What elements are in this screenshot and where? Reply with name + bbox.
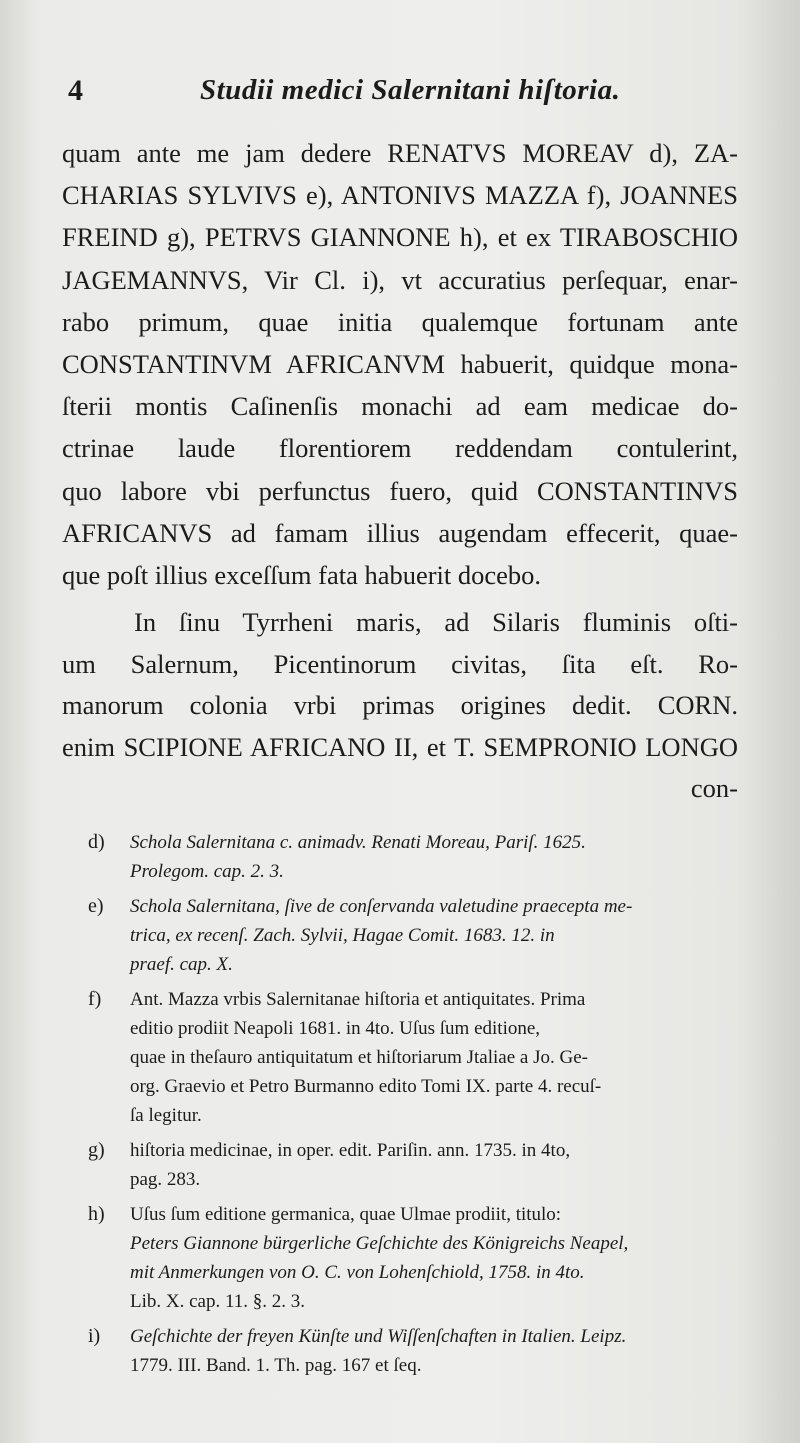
footnote-mark: h) [88, 1203, 105, 1225]
paragraph-1 [62, 132, 738, 596]
text-line: enim SCIPIONE AFRICANO II, et T. SEMPRONIO LONGO [62, 731, 738, 762]
footnote-mark: g) [88, 1139, 105, 1161]
footnote-line: Uſus ſum editione germanica, quae Ulmae prodiit, titulo: [130, 1204, 562, 1225]
text-line: ctrinae laude florentiorem reddendam contulerint, [62, 433, 738, 464]
text-line: FREIND g), PETRVS GIANNONE h), et ex TIRABOSCHIO [62, 222, 738, 253]
footnote-line: 1779. III. Band. 1. Th. pag. 167 et ſeq. [130, 1355, 422, 1376]
footnote-line: praef. cap. X. [130, 954, 233, 975]
footnote-line: Schola Salernitana c. animadv. Renati Moreau, Pariſ. 1625. [130, 832, 586, 853]
footnote-line: quae in theſauro antiquitatum et hiſtoriarum Jtaliae a Jo. Ge- [130, 1047, 588, 1068]
text-line: ſterii montis Caſinenſis monachi ad eam medicae do- [62, 391, 738, 422]
text-line: que poſt illius exceſſum fata habuerit docebo. [62, 560, 542, 591]
footnote-mark: d) [88, 831, 105, 853]
footnote-line: pag. 283. [130, 1169, 201, 1190]
footnote-d [88, 828, 743, 886]
text-line: AFRICANVS ad famam illius augendam effecerit, quae- [62, 517, 738, 548]
footnote-e [88, 892, 743, 979]
paragraph-2 [62, 602, 738, 810]
footnote-line: hiſtoria medicinae, in oper. edit. Pariſin. ann. 1735. in 4to, [130, 1140, 571, 1161]
text-line: JAGEMANNVS, Vir Cl. i), vt accuratius perſequar, enar- [62, 264, 738, 295]
footnote-mark: i) [88, 1325, 101, 1347]
text-line: CONSTANTINVM AFRICANVM habuerit, quidque mona- [62, 349, 738, 380]
footnote-h [88, 1200, 743, 1316]
text-line: quo labore vbi perfunctus fuero, quid CONSTANTINVS [62, 475, 738, 506]
footnote-line: Lib. X. cap. 11. §. 2. 3. [130, 1291, 306, 1312]
page-number: 4 [68, 74, 83, 107]
text-line: quam ante me jam dedere RENATVS MOREAV d), ZA- [62, 138, 738, 168]
footnote-line: Peters Giannone bürgerliche Geſchichte des Königreichs Neapel, [130, 1233, 629, 1254]
text-line: CHARIAS SYLVIVS e), ANTONIVS MAZZA f), JOANNES [62, 180, 738, 211]
footnote-i [88, 1322, 743, 1380]
text-line: manorum colonia vrbi primas origines dedit. CORN. [62, 690, 738, 720]
footnotes [88, 828, 743, 1386]
footnote-line: editio prodiit Neapoli 1681. in 4to. Uſus ſum editione, [130, 1018, 541, 1039]
footnote-line: Schola Salernitana, ſive de conſervanda valetudine praecepta me- [130, 896, 633, 917]
page-header [60, 70, 740, 120]
text-line: um Salernum, Picentinorum civitas, ſita eſt. Ro- [62, 648, 738, 679]
footnote-mark: e) [88, 895, 104, 917]
footnote-line: ſa legitur. [130, 1105, 202, 1126]
footnote-line: Ant. Mazza vrbis Salernitanae hiſtoria et antiquitates. Prima [130, 989, 586, 1010]
footnote-line: Prolegom. cap. 2. 3. [130, 861, 284, 882]
footnote-line: trica, ex recenſ. Zach. Sylvii, Hagae Comit. 1683. 12. in [130, 925, 555, 946]
text-line: In ſinu Tyrrheni maris, ad Silaris fluminis oſti- [134, 607, 738, 637]
footnote-line: mit Anmerkungen von O. C. von Lohenſchiold, 1758. in 4to. [130, 1262, 585, 1283]
footnote-g [88, 1136, 743, 1194]
footnote-line: Geſchichte der freyen Künſte und Wiſſenſchaften in Italien. Leipz. [130, 1326, 627, 1347]
catchword: con- [690, 773, 738, 803]
running-title: Studii medici Salernitani hiſtoria. [200, 74, 621, 106]
footnote-line: org. Graevio et Petro Burmanno edito Tomi IX. parte 4. recuſ- [130, 1076, 602, 1097]
text-line: rabo primum, quae initia qualemque fortunam ante [62, 306, 738, 337]
footnote-mark: f) [88, 988, 102, 1010]
footnote-f [88, 985, 743, 1130]
